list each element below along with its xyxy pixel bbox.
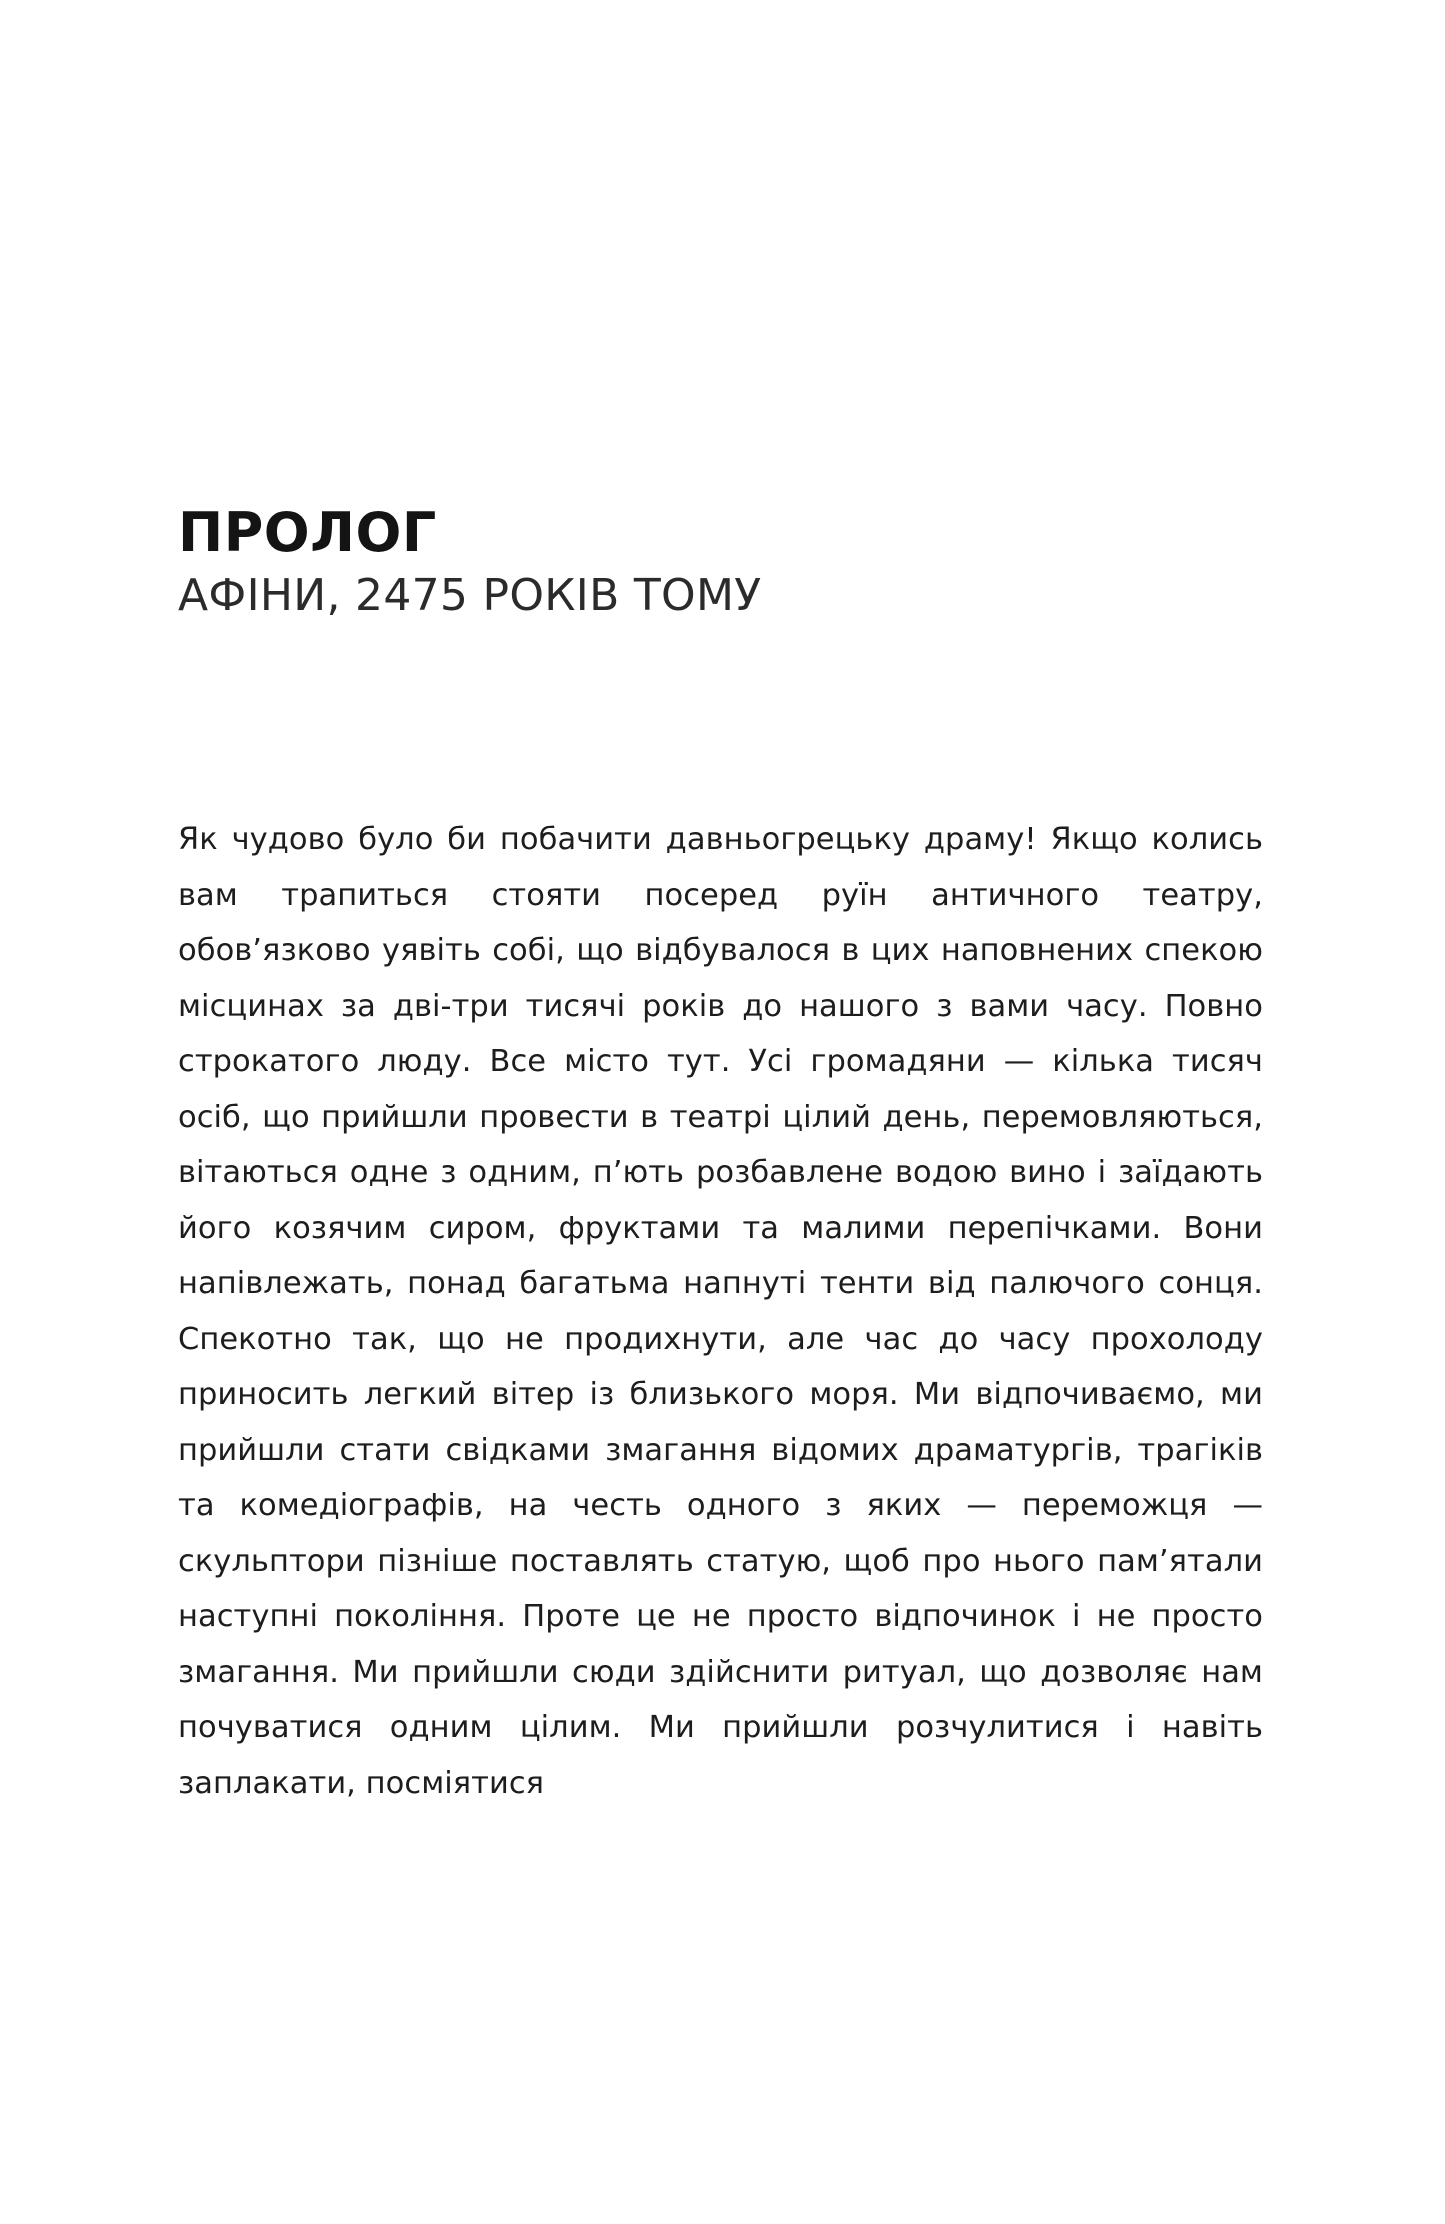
body-text-block [178, 812, 1263, 1811]
body-paragraph: Як чудово було би побачити давньогрецьку драму! Якщо колись вам трапиться стояти посеред руїн античного театру, обов’язково уявіть собі, що відбувалося в цих наповнених спекою місцинах за дві-три тисячі років до нашого з вами часу. Повно строкатого люду. Все місто тут. Усі громадяни — кілька тисяч осіб, що прийшли провести в театрі цілий день, перемовляються, вітаються одне з одним, п’ють розбавлене водою вино і заїдають його козячим сиром, фруктами та малими перепічками. Вони напівлежать, понад багатьма напнуті тенти від палючого сонця. Спекотно так, що не продихнути, але час до часу прохолоду приносить легкий вітер із близького моря. Ми відпочиваємо, ми прийшли стати свідками змагання відомих драматургів, трагіків та комедіографів, на честь одного з яких — переможця — скульптори пізніше поставлять статую, щоб про нього пам’ятали наступні покоління. Проте це не просто відпочинок і не просто змагання. Ми прийшли сюди здійснити ритуал, що дозволяє нам почуватися одним цілим. Ми прийшли розчулитися і навіть заплакати, посміятися [178, 822, 1263, 1801]
chapter-title: ПРОЛОГ [178, 501, 437, 564]
page-content [178, 501, 1263, 1811]
chapter-subtitle: АФІНИ, 2475 РОКІВ ТОМУ [178, 569, 762, 621]
